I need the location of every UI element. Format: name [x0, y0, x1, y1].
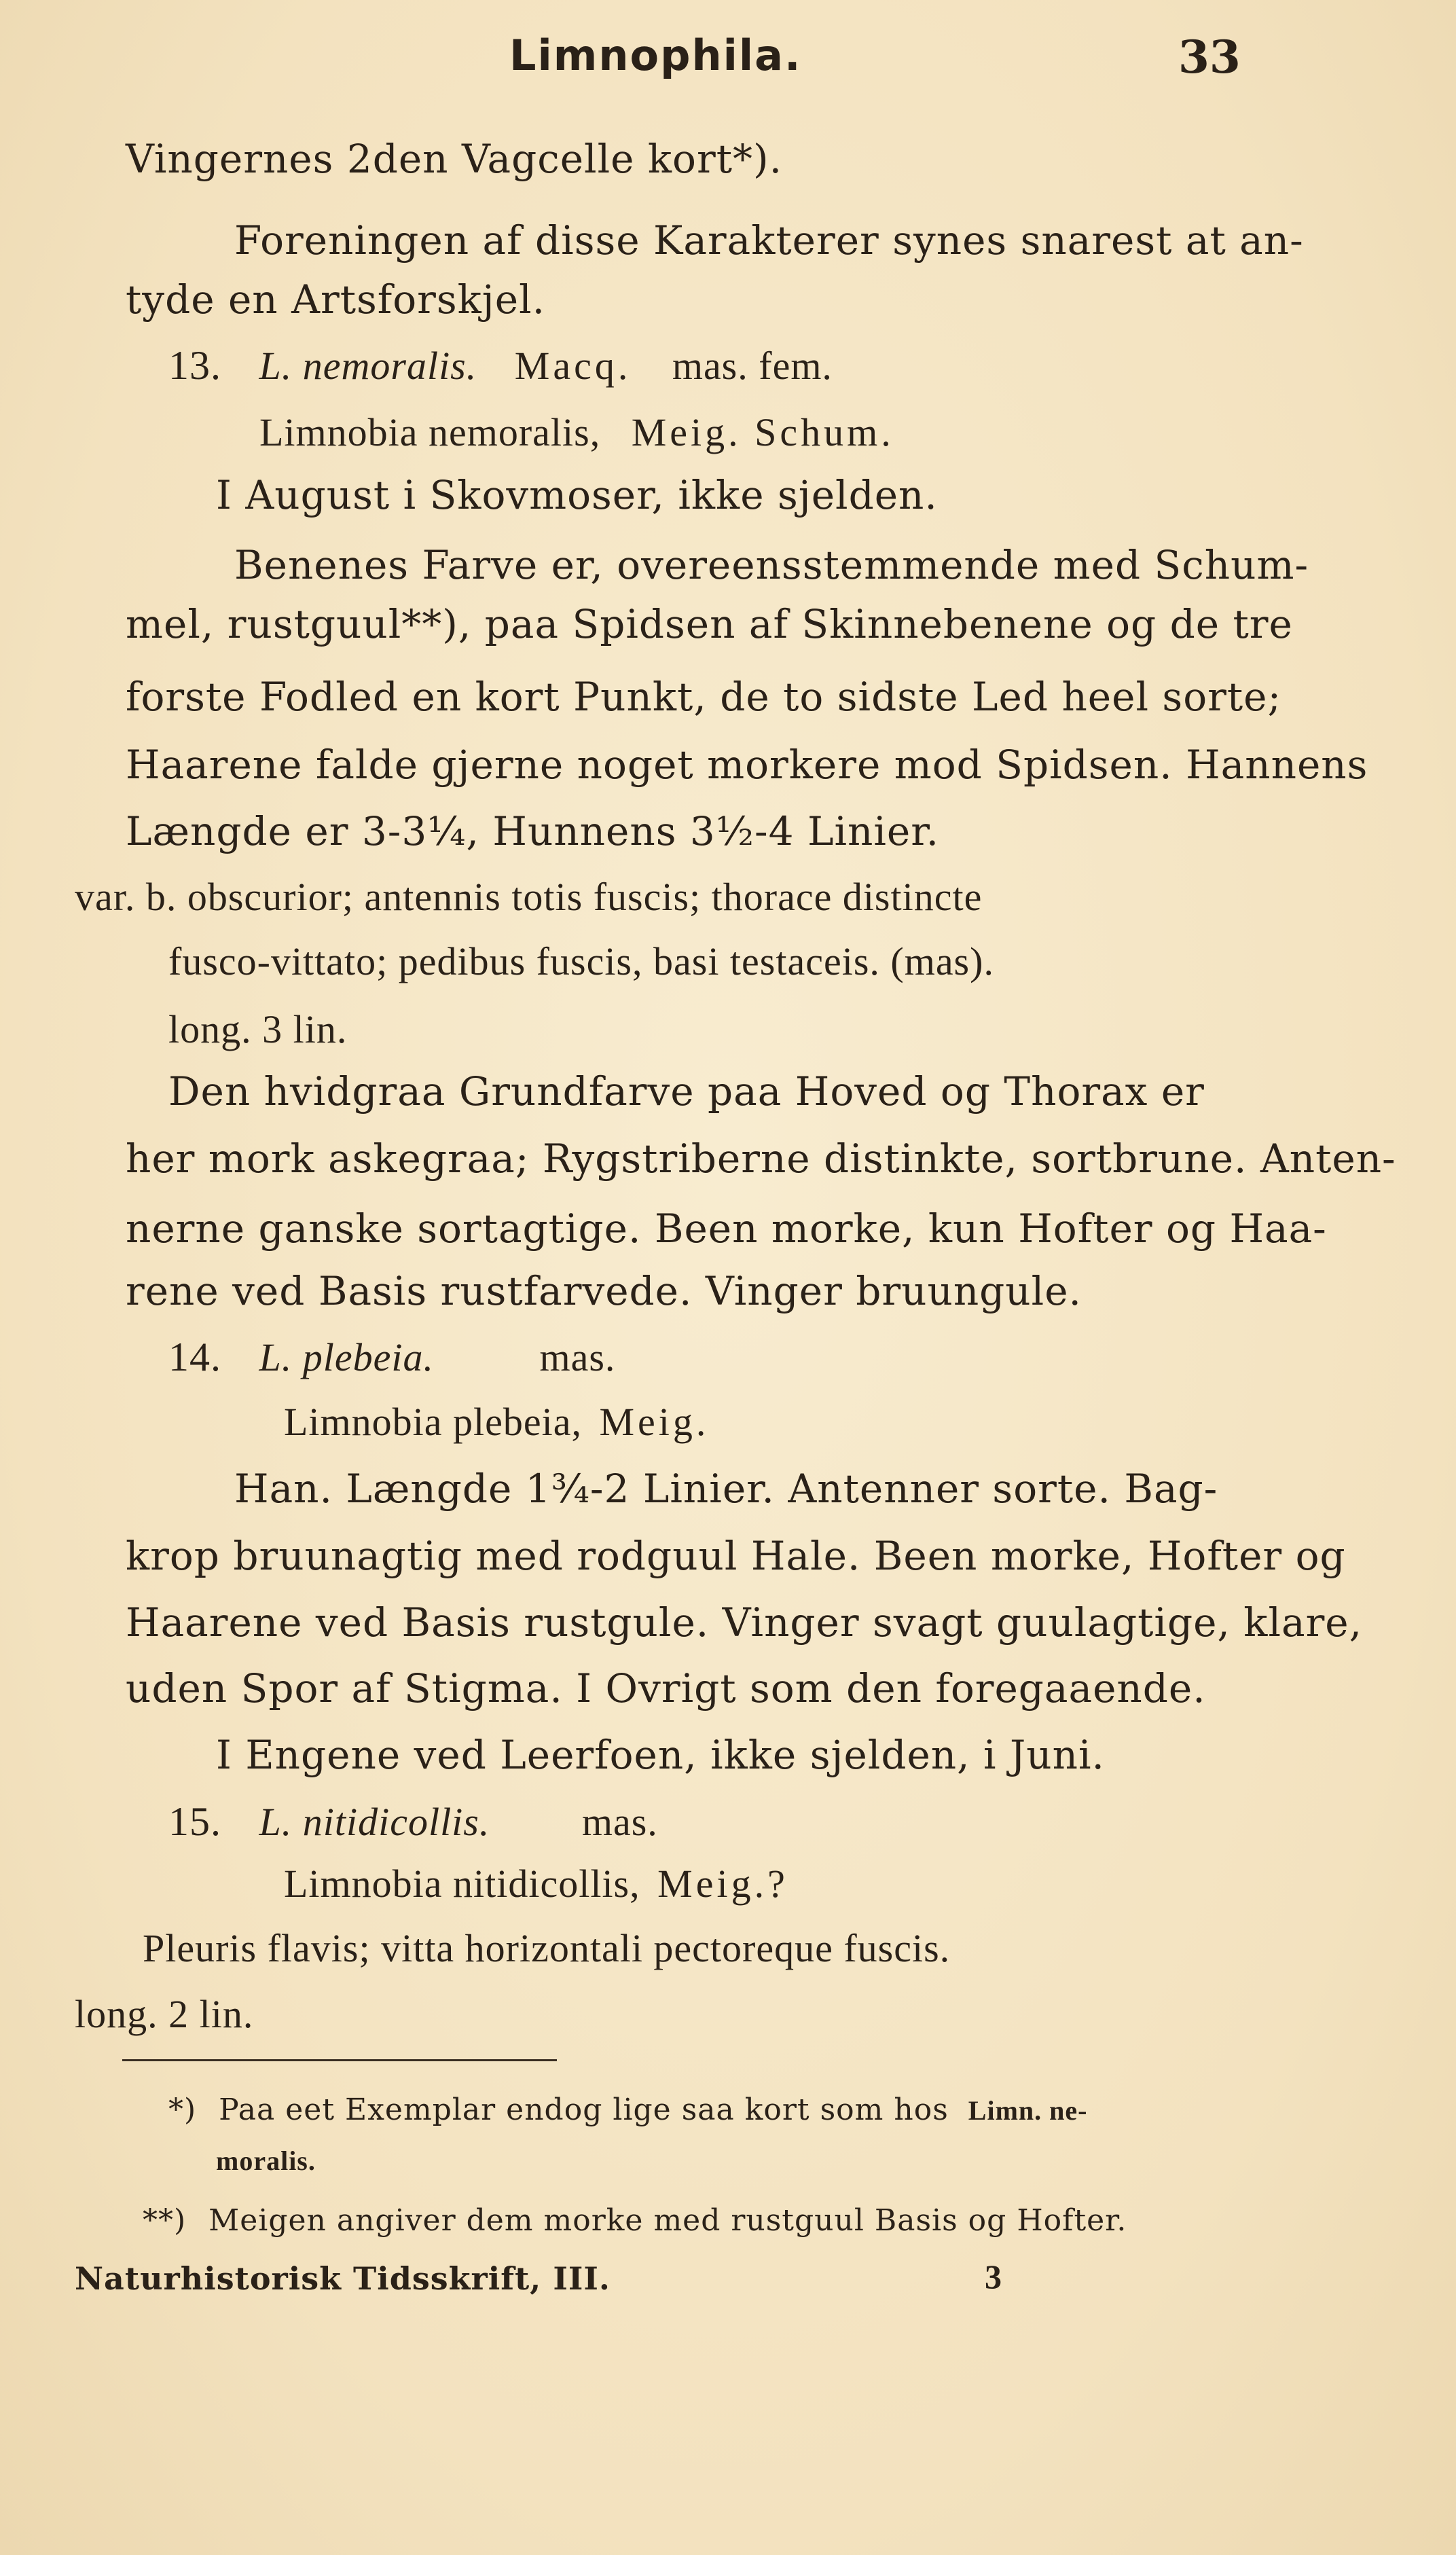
species-number: 14.	[168, 1335, 221, 1379]
species-15-heading	[168, 1801, 658, 1842]
species-13-synonym	[259, 410, 894, 454]
footnote-text: Paa eet Exemplar endog lige saa kort som hos	[219, 2092, 949, 2127]
diagnosis-line: long. 2 lin.	[75, 1992, 254, 2036]
diagnosis-line: Pleuris flavis; vitta horizontali pectoreque fuscis.	[143, 1926, 951, 1970]
footnote-reference: Limn. ne-	[968, 2095, 1088, 2126]
page-header	[0, 31, 1456, 92]
page-number: 33	[1178, 31, 1241, 84]
species-number: 15.	[168, 1799, 221, 1844]
synonym-author: Meig.?	[657, 1862, 788, 1906]
text-line: Den hvidgraa Grundfarve paa Hoved og Thorax er	[168, 1068, 1205, 1115]
synonym-name: Limnobia nemoralis,	[259, 410, 601, 454]
text-line: Haarene falde gjerne noget morkere mod Spidsen. Hannens	[126, 742, 1368, 788]
text-line: krop bruunagtig med rodguul Hale. Been morke, Hofter og	[126, 1533, 1346, 1579]
sheet-number: 3	[985, 2258, 1002, 2296]
synonym-author: Meig. Schum.	[631, 410, 894, 454]
footnote-rule	[122, 2059, 557, 2061]
species-14-synonym	[284, 1402, 709, 1442]
text-line: Vingernes 2den Vagcelle kort*).	[126, 136, 783, 182]
synonym-name: Limnobia plebeia,	[284, 1400, 582, 1444]
species-author: Macq.	[514, 344, 632, 388]
running-title: Limnophila.	[509, 31, 802, 80]
variety-line: long. 3 lin.	[168, 1007, 348, 1051]
synonym-author: Meig.	[599, 1400, 710, 1444]
text-line: Han. Længde 1¾-2 Linier. Antenner sorte. Bag-	[234, 1466, 1218, 1512]
species-name: L. nitidicollis.	[259, 1800, 490, 1844]
species-14-heading	[168, 1337, 615, 1377]
text-line: mel, rustguul**), paa Spidsen af Skinnebenene og de tre	[126, 601, 1293, 647]
synonym-name: Limnobia nitidicollis,	[284, 1862, 640, 1906]
text-line: forste Fodled en kort Punkt, de to sidste Led heel sorte;	[126, 674, 1282, 720]
text-line: her mork askegraa; Rygstriberne distinkte, sortbrune. Anten-	[126, 1136, 1396, 1182]
species-sex: mas.	[581, 1800, 658, 1844]
species-number: 13.	[168, 343, 221, 388]
text-line: Benenes Farve er, overeensstemmende med Schum-	[234, 542, 1309, 588]
text-line: I August i Skovmoser, ikke sjelden.	[216, 472, 938, 518]
text-line: Foreningen af disse Karakterer synes snarest at an-	[234, 217, 1304, 264]
species-name: L. nemoralis.	[259, 344, 477, 388]
species-sex: mas.	[539, 1335, 616, 1379]
footnote-marker: **)	[143, 2203, 187, 2238]
footnote-1	[168, 2092, 1088, 2127]
species-15-synonym	[284, 1864, 788, 1904]
text-line: Haarene ved Basis rustgule. Vinger svagt guulagtige, klare,	[126, 1599, 1363, 1646]
text-line: I Engene ved Leerfoen, ikke sjelden, i Juni.	[216, 1732, 1105, 1778]
text-line: uden Spor af Stigma. I Ovrigt som den foregaaende.	[126, 1665, 1206, 1711]
variety-line: var. b. obscurior; antennis totis fuscis; thorace distincte	[75, 875, 983, 919]
footnote-2	[143, 2203, 1127, 2238]
species-name: L. plebeia.	[259, 1335, 434, 1379]
footnote-text: Meigen angiver dem morke med rustguul Basis og Hofter.	[208, 2203, 1127, 2238]
text-line: rene ved Basis rustfarvede. Vinger bruungule.	[126, 1268, 1082, 1314]
journal-signature: Naturhistorisk Tidsskrift, III.	[75, 2260, 611, 2297]
footnote-marker: *)	[168, 2092, 197, 2127]
footnote-1-continuation: moralis.	[216, 2145, 316, 2176]
text-line: Længde er 3-3¼, Hunnens 3½-4 Linier.	[126, 808, 940, 854]
variety-line: fusco-vittato; pedibus fuscis, basi testaceis. (mas).	[168, 939, 994, 983]
text-line: tyde en Artsforskjel.	[126, 276, 546, 323]
text-line: nerne ganske sortagtige. Been morke, kun Hofter og Haa-	[126, 1206, 1327, 1252]
species-13-heading	[168, 345, 833, 386]
species-sex: mas. fem.	[672, 344, 833, 388]
